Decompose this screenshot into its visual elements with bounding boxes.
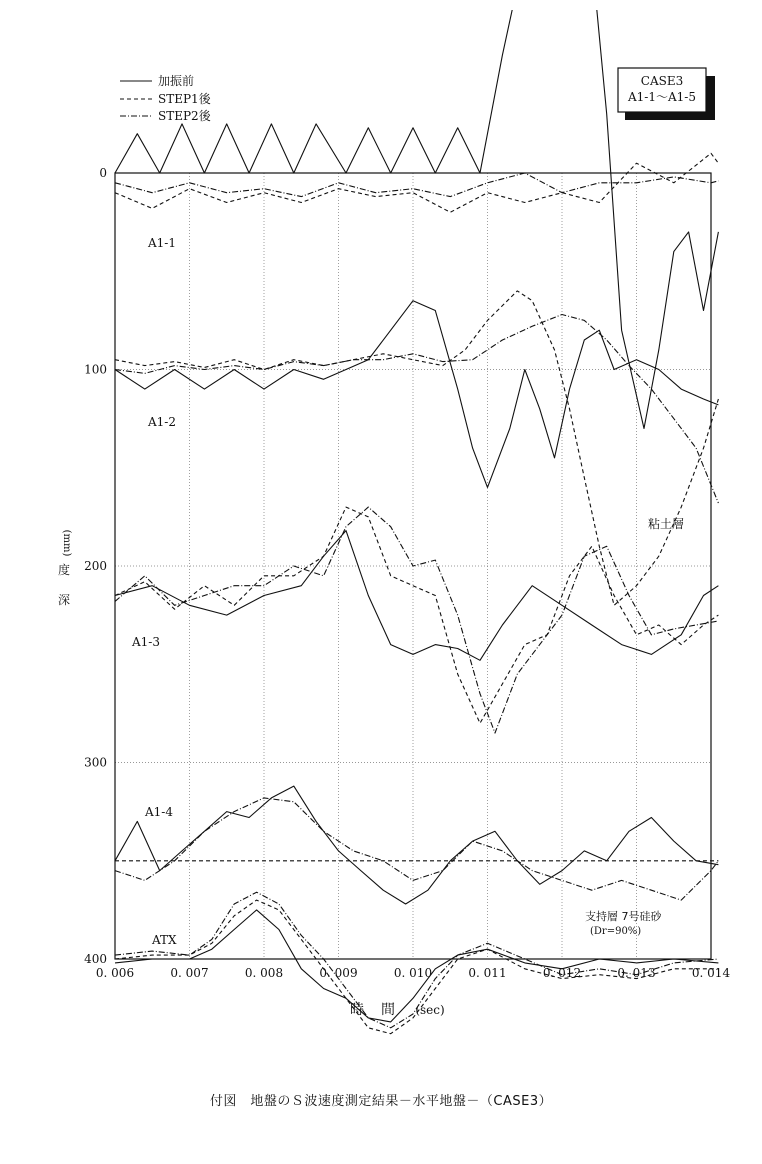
y-axis-label-unit: (mm) bbox=[61, 529, 72, 557]
x-tick-label-3: 0. 009 bbox=[319, 966, 358, 980]
series-a1-3-dashed bbox=[115, 507, 718, 723]
series-a1-1-dashdot bbox=[115, 173, 718, 197]
traces bbox=[115, 0, 718, 1034]
y-axis-label bbox=[58, 530, 72, 607]
annotation-support-1: 支持層 7号硅砂 bbox=[585, 910, 662, 923]
y-axis-label-char-0: 深 bbox=[57, 593, 71, 607]
x-tick-label-2: 0. 008 bbox=[244, 966, 284, 980]
y-tick-label-4: 400 bbox=[84, 952, 107, 966]
trace-label-a1-3: A1-3 bbox=[132, 635, 160, 649]
x-tick-label-7: 0. 013 bbox=[617, 966, 656, 980]
x-axis-label-char-0: 時 bbox=[350, 1002, 364, 1018]
annotation-clay: 粘土層 bbox=[648, 517, 685, 531]
trace-labels bbox=[131, 236, 177, 947]
x-tick-label-1: 0. 007 bbox=[170, 966, 209, 980]
ticks bbox=[84, 166, 730, 980]
trace-label-a1-2: A1-2 bbox=[148, 415, 176, 429]
series-a1-4-dashdot bbox=[115, 798, 718, 900]
trace-label-a1-1: A1-1 bbox=[148, 236, 176, 250]
x-tick-label-4: 0. 010 bbox=[393, 966, 433, 980]
series-a1-2-solid bbox=[115, 301, 718, 488]
legend-label-1: STEP1後 bbox=[158, 92, 211, 106]
y-axis-label-char-1: 度 bbox=[57, 563, 71, 577]
x-axis-label-char-1: 間 bbox=[381, 1002, 395, 1018]
figure-caption: 付図 地盤のＳ波速度測定結果－水平地盤－（CASE3） bbox=[209, 1094, 553, 1109]
y-tick-label-0: 0 bbox=[99, 166, 107, 180]
legend-label-0: 加振前 bbox=[158, 74, 195, 88]
trace-label-atx: ATX bbox=[152, 933, 177, 947]
x-tick-label-6: 0. 012 bbox=[542, 966, 582, 980]
series-a1-2-dashed bbox=[115, 291, 718, 605]
legend-label-2: STEP2後 bbox=[158, 109, 211, 123]
x-tick-label-0: 0. 006 bbox=[95, 966, 135, 980]
x-tick-label-5: 0. 011 bbox=[468, 966, 507, 980]
y-tick-label-2: 200 bbox=[84, 559, 107, 573]
case-box-line2: A1-1～A1-5 bbox=[628, 90, 696, 104]
series-a1-2-dashdot bbox=[115, 315, 718, 504]
case-box bbox=[618, 68, 715, 120]
y-tick-label-3: 300 bbox=[84, 755, 107, 770]
x-axis-label-unit: (sec) bbox=[415, 1003, 445, 1017]
case-box-line1: CASE3 bbox=[640, 74, 684, 88]
trace-label-a1-4: A1-4 bbox=[145, 805, 173, 819]
annotation-support-2: (Dr=90%) bbox=[590, 926, 642, 937]
x-tick-label-8: 0. 014 bbox=[691, 966, 731, 980]
y-tick-label-1: 100 bbox=[84, 362, 107, 377]
series-a1-1-solid bbox=[115, 0, 718, 429]
series-a1-4-solid bbox=[115, 786, 718, 904]
legend bbox=[120, 73, 212, 123]
